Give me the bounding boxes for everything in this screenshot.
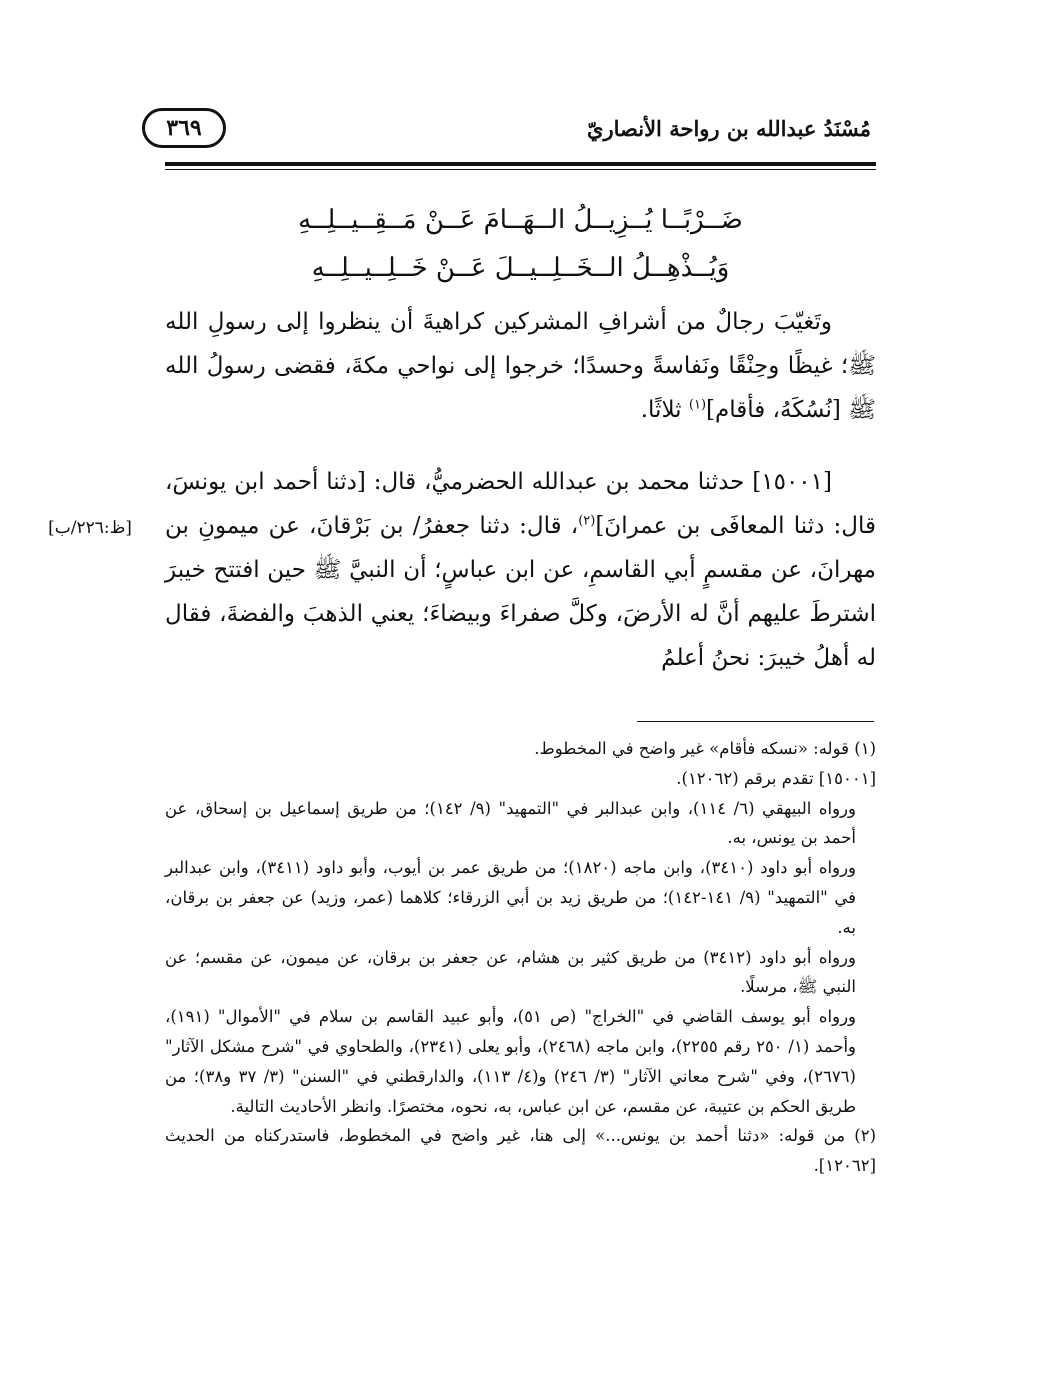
footnote-marker-2: (٢)	[578, 513, 596, 529]
paragraph-hadith-15001	[165, 460, 876, 680]
footnote-2: (٢) من قوله: «دثنا أحمد بن يونس...» إلى هنا، غير واضح في المخطوط، فاستدركناه من الحديث [١٢٠٦٢].	[165, 1126, 876, 1176]
poem-verse-1: ضَــرْبًــا يُــزِيــلُ الــهَــامَ عَــنْ مَــقِــيــلِــهِ	[298, 205, 743, 235]
header-rule-thin	[165, 169, 876, 170]
page-number-badge: ٣٦٩	[142, 108, 226, 148]
paragraph-narrative	[165, 300, 876, 432]
poem-verse-2: وَيُــذْهِــلُ الــخَــلِــيــلَ عَــنْ خَــلِــيــلِــهِ	[311, 253, 730, 283]
header-rule-thick	[165, 162, 876, 166]
footnote-marker-1: (١)	[688, 397, 707, 413]
manuscript-folio-note: [ظ:٢٢٦/ب]	[48, 518, 132, 538]
paragraph-tail: ثلاثًا.	[640, 397, 689, 423]
footnote-separator	[637, 721, 874, 722]
footnote-1: (١) قوله: «نسكه فأقام» غير واضح في المخطوط.	[534, 739, 876, 758]
footnote-takhrij-2: ورواه أبو داود (٣٤١٠)، وابن ماجه (١٨٢٠)؛ من طريق عمر بن أيوب، وأبو داود (٣٤١١)، وابن عبدالبر في "التمهيد" (٩/ ١٤١-١٤٢)؛ من طريق زيد بن أبي الزرقاء؛ كلاهما (عمر، وزيد) عن جعفر بن برقان، به.	[165, 858, 856, 937]
footnote-hadith-ref: [١٥٠٠١] تقدم برقم (١٢٠٦٢).	[676, 768, 876, 788]
footnote-takhrij-4: ورواه أبو يوسف القاضي في "الخراج" (ص ٥١)، وأبو عبيد القاسم بن سلام في "الأموال" (١٩١)، وأحمد (١/ ٢٥٠ رقم ٢٢٥٥)، وابن ماجه (٢٤٦٨)، وأبو يعلى (٢٣٤١)، والطحاوي في "شرح مشكل الآثار" (٢٦٧٦)، وفي "شرح معاني الآثار" (٣/ ٢٤٦) و(٤/ ١١٣)، والدارقطني في "السنن" (٣/ ٣٧ و٣٨)؛ من طريق الحكم بن عتيبة، عن مقسم، عن ابن عباس، به، نحوه، مختصرًا. وانظر الأحاديث التالية.	[165, 1007, 857, 1116]
poem-block	[165, 196, 876, 292]
paragraph-text-b: ، قال: دثنا جعفرُ/ بن بَرْقانَ، عن ميمونِ بن مهرانَ، عن مقسمٍ أبي القاسمِ، عن ابن عباسٍ؛ أن النبيَّ ﷺ حين افتتح خيبرَ اشترطَ عليهم أنَّ له الأرضَ، وكلَّ صفراءَ وبيضاءَ؛ يعني الذهبَ والفضةَ، فقال له أهلُ خيبرَ: نحنُ أعلمُ	[165, 513, 876, 671]
paragraph-text-a: [١٥٠٠١] حدثنا محمد بن عبدالله الحضرميُّ، قال: [دثنا أحمد ابن يونسَ، قال: دثنا المعافَى بن عمرانَ]	[165, 469, 876, 539]
footnotes-block	[165, 734, 876, 1181]
footnote-takhrij-3: ورواه أبو داود (٣٤١٢) من طريق كثير بن هشام، عن جعفر بن برقان، عن ميمون، عن مقسم؛ عن النبي ﷺ، مرسلًا.	[165, 947, 856, 997]
running-header-title: مُسْنَدُ عبدالله بن رواحة الأنصاريّ	[587, 116, 871, 141]
paragraph-text: وتَغيّبَ رجالٌ من أشرافِ المشركين كراهيةَ أن ينظروا إلى رسولِ الله ﷺ؛ غيظًا وحِنْقًا ونَفاسةً وحسدًا؛ خرجوا إلى نواحي مكةَ، فقضى رسولُ الله ﷺ [نُسُكَهُ، فأقام]	[165, 309, 876, 423]
footnote-takhrij-1: ورواه البيهقي (٦/ ١١٤)، وابن عبدالبر في "التمهيد" (٩/ ١٤٢)؛ من طريق إسماعيل بن إسحاق، عن أحمد بن يونس، به.	[165, 798, 856, 848]
